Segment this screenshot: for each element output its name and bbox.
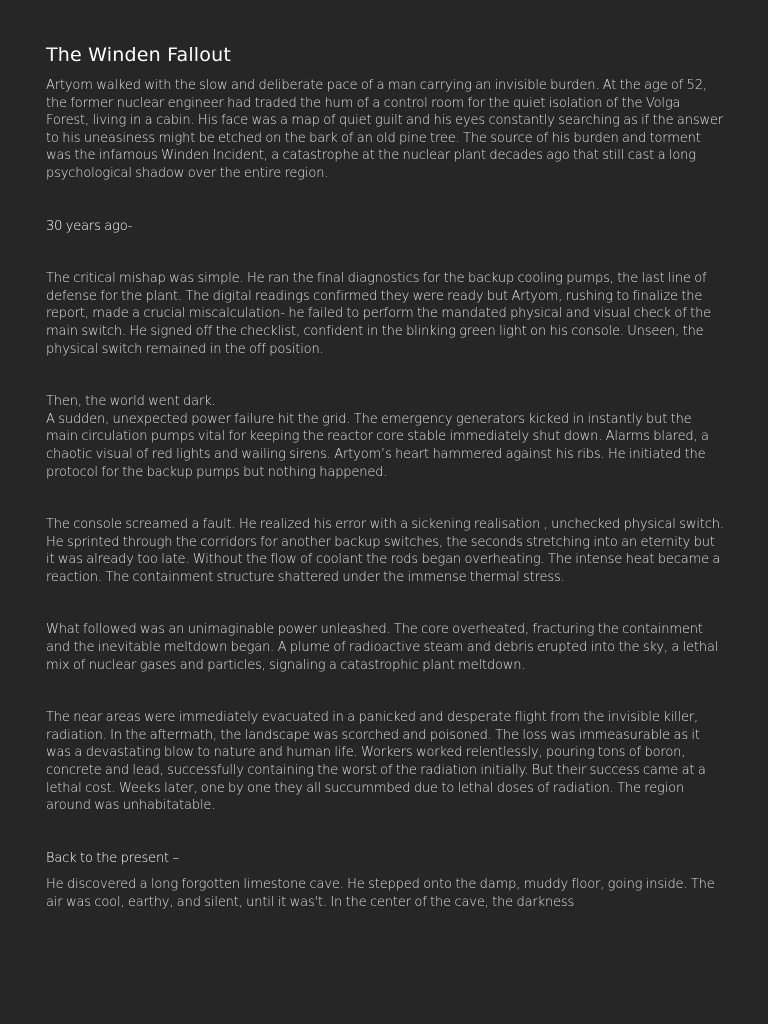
paragraph-dark-line: Then, the world went dark. [46,394,216,410]
heading-present: Back to the present – [46,850,179,866]
paragraph-aftermath: The near areas were immediately evacuated in a panicked and desperate flight from the invisible killer, radiation. In the aftermath, the landscape was scorched and poisoned. The loss was immeasurable as it was a devastating blow to nature and human life. Workers worked relentlessly, pouring tons of boron, concrete and lead, successfully containing the worst of the radiation initially. But their success came at a lethal cost. Weeks later, one by one they all succummbed due to lethal doses of radiation. The region around was unhabitatable. [46,710,706,814]
heading-past: 30 years ago- [46,218,133,234]
paragraph-power-failure: A sudden, unexpected power failure hit the grid. The emergency generators kicked in instantly but the main circulation pumps vital for keeping the reactor core stable immediately shut down. Alarms blared, a chaotic visual of red lights and wailing sirens. Artyom’s heart hammered against his ribs. He initiated the protocol for the backup pumps but nothing happened. [46,411,709,480]
paragraph-cave: He discovered a long forgotten limestone cave. He stepped onto the damp, muddy floor, going inside. The air was cool, earthy, and silent, until it was't. In the center of the cave, the darkness [46,877,715,910]
paragraph-mishap: The critical mishap was simple. He ran the final diagnostics for the backup cooling pumps, the last line of defense for the plant. The digital readings confirmed they were ready but Artyom, rushing to finalize the report, made a crucial miscalculation- he failed to perform the mandated physical and visual check of the main switch. He signed off the checklist, confident in the blinking green light on his console. Unseen, the physical switch remained in the off position. [46,271,712,357]
paragraph-meltdown: What followed was an unimaginable power unleashed. The core overheated, fracturing the containment and the inevitable meltdown began. A plume of radioactive steam and debris erupted into the sky, a lethal mix of nuclear gases and particles, signaling a catastrophic plant meltdown. [46,622,719,673]
document-title: The Winden Fallout [46,44,231,66]
intro-paragraph: Artyom walked with the slow and deliberate pace of a man carrying an invisible burden. At the age of 52, the former nuclear engineer had traded the hum of a control room for the quiet isolation of the Volga Forest, living in a cabin. His face was a map of quiet guilt and his eyes constantly searching as if the answer to his uneasiness might be etched on the bark of an old pine tree. The source of his burden and torment was the infamous Winden Incident, a catastrophe at the nuclear plant decades ago that still cast a long psychological shadow over the entire region. [46,78,723,181]
paragraph-console-fault: The console screamed a fault. He realized his error with a sickening realisation , unchecked physical switch. He sprinted through the corridors for another backup switches, the seconds stretching into an eternity but it was already too late. Without the flow of coolant the rods began overheating. The intense heat became a reaction. The containment structure shattered under the immense thermal stress. [46,517,724,585]
document-page [46,42,726,912]
